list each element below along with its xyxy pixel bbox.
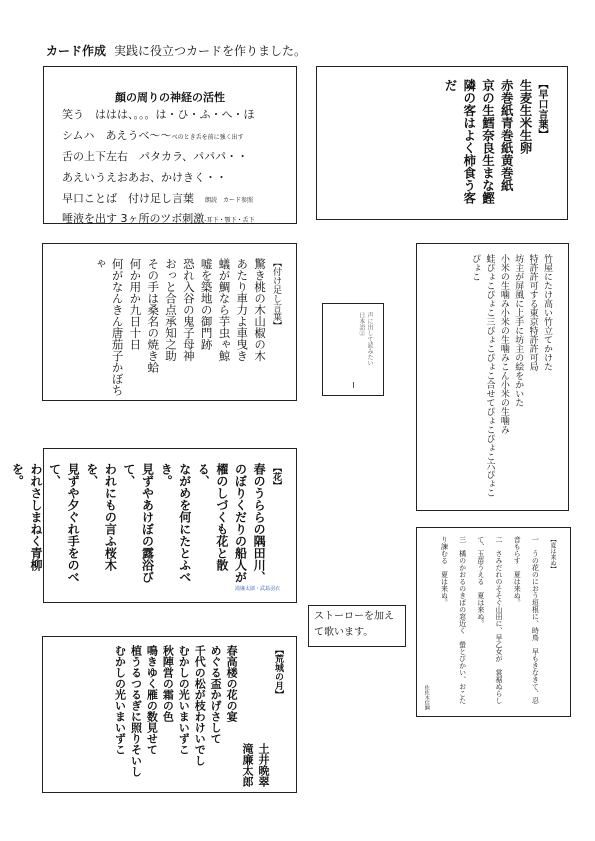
card2-heading: 【早口言葉】: [536, 79, 547, 139]
card5-text: 【花】 春のうららの隅田川、 のぼりくだりの船人が 櫂のしづくも花と散る、 ながめを何にたとふべき。 見ずやあけぼの露浴びて、 われにもの言ふ桜木を、 見ずや夕ぐれ手をのべて、 われさしまねく青柳を。: [10, 463, 281, 583]
card7-text: 【荒城の月】 土井晩翠 滝廉太郎 春高楼の花の宴 めぐる盃かげさして 千代の松が枝わけいでし むかしの光いまいずこ 秋陣営の霜の色 鳴きゆく雁の数見せて 植うるつるぎに照りそいし むかしの光いまいずこ: [113, 645, 283, 787]
card-tsukedashi: [42, 243, 297, 401]
note-box: ストーローを加えて歌います。: [308, 605, 406, 647]
line-0: 笑う ははは、。。。は・ひ・ふ・へ・ほ: [62, 108, 255, 121]
card-hana: [10, 448, 297, 603]
line-4: 早口ことば 付け足し言葉 朗読 カード参照: [62, 191, 254, 205]
page-title: [46, 42, 306, 59]
title-bold: カード作成: [46, 44, 107, 58]
book-mark: [353, 382, 354, 388]
title-text: 実践に役立つカードを作りました。: [114, 44, 307, 58]
line-3: あえいうえおあお、かけきく・・: [62, 170, 227, 184]
line-5: 唾液を出す 3ヶ所のツボ刺激-耳下・顎下・舌下: [62, 212, 255, 226]
card-face-title: 顔の周りの神経の活性: [115, 91, 225, 104]
card2-text: 【早口言葉】 生麦生米生卵 赤巻紙青巻紙黄巻紙 京の生鱈奈良生まな鰹 隣の客はよく柿食う客だ: [440, 79, 549, 215]
card-twisters-2: [416, 243, 569, 511]
card-face-nerves: [43, 66, 297, 224]
card6-text: 【夏は来ぬ】 一 うの花のにおう垣根に、時鳥 早もきなきて、忍音もらす 夏は来ぬ。 二 さみだれのそそぐ山田に、早乙女が 裳裾ぬらして、玉苗うえる 夏は来ぬ。 三 橘のかおるのきばの窓近く 螢とびかい、おこたり諫むる 夏は来ぬ。: [440, 536, 556, 704]
card-tongue-twisters: [316, 66, 568, 220]
card4-text: 竹屋にたけ高い竹立てかけた 特許許可する東京特許許可局 坊主が屏風に上手に坊主の絵をかいた 小米の生噛み小米の生噛みこん小米の生噛み 蛙ぴょこぴょこ三ぴょこぴょこ合せてぴょこぴょこ六ぴょこぴょこ: [470, 254, 552, 497]
card6-credit: 佐佐木信綱: [423, 685, 430, 710]
card3-text: 【付け足し言葉】 驚き桃の木山椒の木 あたり車力よ車曳き 蟻が鯛なら芋虫ゃ鯨 嘘を築地の御門跡 恐れ入谷の鬼子母神 おっと合点承知之助 その手は桑名の焼き蛤 何か用か九日十日 何がなんきん唐茄子かぼちゃ: [92, 258, 281, 396]
card-face-lines: [62, 105, 255, 230]
card-kojo: [42, 636, 297, 793]
line-1: シムハ あえうべ〜〜べのとき舌を前に強く出す: [62, 128, 244, 142]
book-title: 声に出して読みたい日本語②: [357, 312, 373, 366]
line-2: 舌の上下左右 パタカラ、パパパ・・: [62, 149, 249, 163]
card-natsu: [416, 527, 571, 717]
card5-caption: 滝廉太郎・武島羽衣: [234, 586, 280, 592]
book-cover: [322, 303, 384, 396]
